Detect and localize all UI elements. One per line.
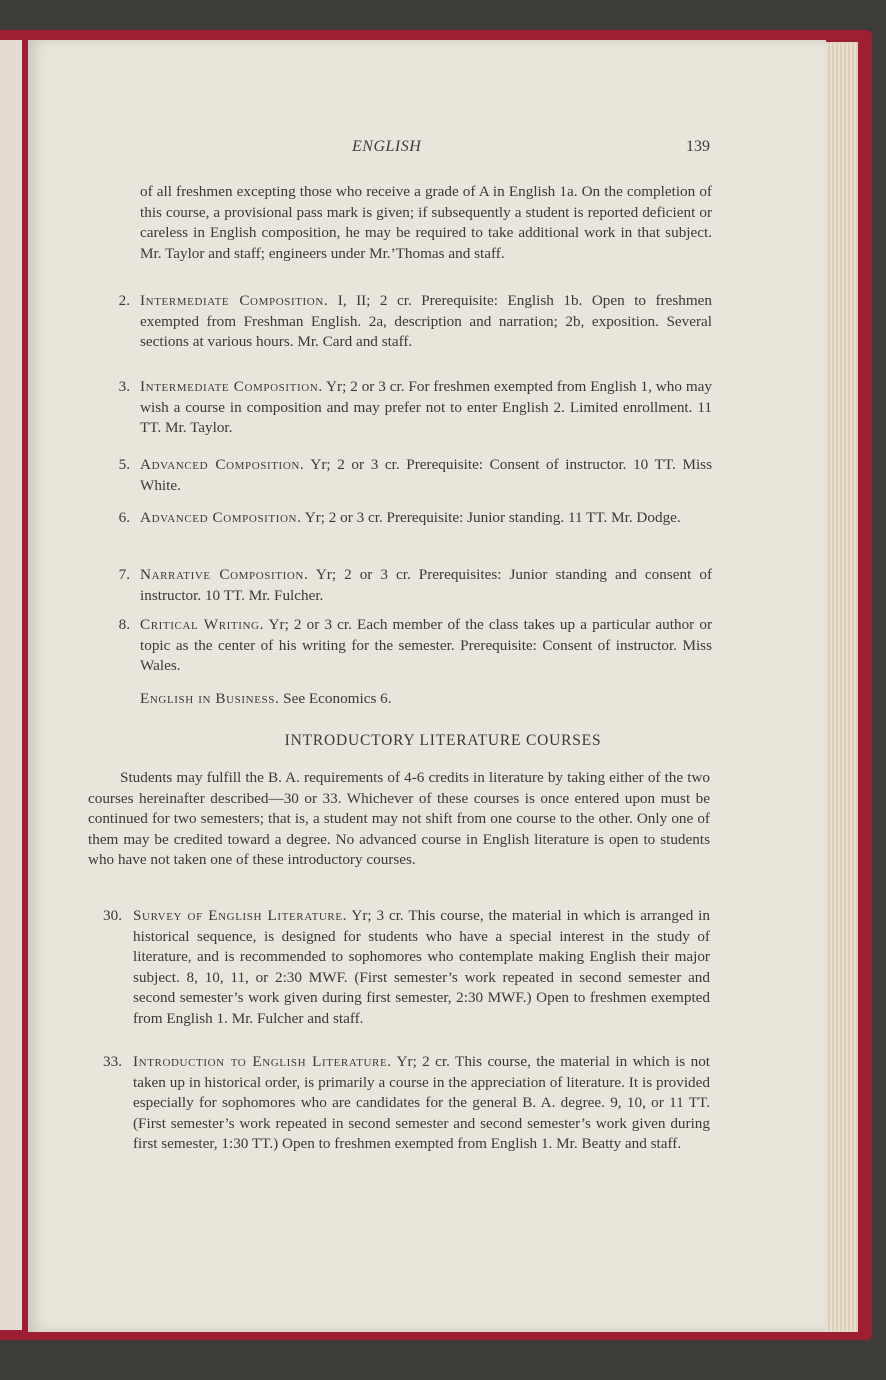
- course-description: [140, 377, 712, 439]
- course-description: [140, 565, 712, 606]
- course-description: [140, 508, 712, 529]
- course-title: Intermediate Composition.: [140, 378, 323, 395]
- course-text: Yr; 2 or 3 cr. Prerequisite: Consent of instructor. 10 TT. Miss White.: [140, 456, 712, 494]
- course-description: [140, 615, 712, 677]
- course-number: 3.: [118, 378, 130, 395]
- course-number: 6.: [118, 509, 130, 526]
- course-text: Yr; 2 or 3 cr. Prerequisite: Junior standing. 11 TT. Mr. Dodge.: [301, 509, 681, 526]
- running-head-title: ENGLISH: [352, 138, 422, 155]
- continuation-paragraph: of all freshmen excepting those who receive a grade of A in English 1a. On the completion of this course, a provisional pass mark is given; if subsequently a student is reported deficient or careless in English composition, he may be required to take additional work in that subject. Mr. Taylor and staff; engineers under Mr.’Thomas and staff.: [140, 183, 712, 262]
- course-description: [133, 906, 710, 1030]
- course-description: [140, 455, 712, 496]
- course-text: Yr; 3 cr. This course, the material in which is arranged in historical sequence, is designed for students who have a special interest in the study of literature, and is recommended to sophomores who contemplate making English their major subject. 8, 10, 11, or 2:30 MWF. (First semester’s work repeated in second semester and second semester’s work given during first semester, 2:30 MWF.) Open to freshmen exempted from English 1. Mr. Fulcher and staff.: [133, 907, 710, 1027]
- cross-reference-title: English in Business.: [140, 690, 280, 707]
- course-number: 33.: [103, 1053, 122, 1070]
- section-heading: INTRODUCTORY LITERATURE COURSES: [284, 732, 602, 749]
- course-title: Introduction to English Literature.: [133, 1053, 392, 1070]
- course-description: [140, 291, 712, 353]
- course-text: Yr; 2 or 3 cr. For freshmen exempted from English 1, who may wish a course in composition and may prefer not to enter English 2. Limited enrollment. 11 TT. Mr. Taylor.: [140, 378, 713, 437]
- course-number: 5.: [118, 456, 130, 473]
- course-title: Narrative Composition.: [140, 566, 309, 583]
- cross-reference-text: See Economics 6.: [279, 690, 392, 707]
- left-page-edge: [0, 40, 22, 1330]
- course-title: Advanced Composition.: [140, 509, 302, 526]
- course-text: Yr; 2 cr. This course, the material in which is not taken up in historical order, is primarily a course in the appreciation of literature. It is provided especially for sophomores who are candidates for the general B. A. degree. 9, 10, or 11 TT. (First semester’s work repeated in second semester and second semester’s work given during first semester, 1:30 TT.) Open to freshmen exempted from English 1. Mr. Beatty and staff.: [133, 1053, 711, 1153]
- page-number: 139: [686, 138, 710, 155]
- course-title: Critical Writing.: [140, 616, 264, 633]
- course-number: 30.: [103, 907, 122, 924]
- course-number: 8.: [118, 616, 130, 633]
- cross-reference: [140, 689, 712, 710]
- page-stack-edges: [826, 42, 858, 1332]
- course-title: Advanced Composition.: [140, 456, 305, 473]
- intro-paragraph: Students may fulfill the B. A. requirements of 4-6 credits in literature by taking either of the two courses hereinafter described—30 or 33. Whichever of these courses is once entered upon must be continued for two semesters; that is, a student may not shift from one course to the other. Only one of them may be credited toward a degree. No advanced course in English literature is open to students who have not taken one of these introductory courses.: [88, 769, 710, 869]
- course-title: Survey of English Literature.: [133, 907, 348, 924]
- course-text: Yr; 2 or 3 cr. Prerequisites: Junior standing and consent of instructor. 10 TT. Mr. Fulcher.: [140, 566, 713, 604]
- running-head: [0, 138, 886, 162]
- course-description: [133, 1052, 710, 1155]
- course-text: I, II; 2 cr. Prerequisite: English 1b. Open to freshmen exempted from Freshman English. 2a, description and narration; 2b, exposition. Several sections at various hours. Mr. Card and staff.: [140, 292, 712, 351]
- course-text: Yr; 2 or 3 cr. Each member of the class takes up a particular author or topic as the center of his writing for the semester. Prerequisite: Consent of instructor. Miss Wales.: [140, 616, 713, 675]
- course-number: 7.: [118, 566, 130, 583]
- course-title: Intermediate Composition.: [140, 292, 329, 309]
- course-number: 2.: [118, 292, 130, 309]
